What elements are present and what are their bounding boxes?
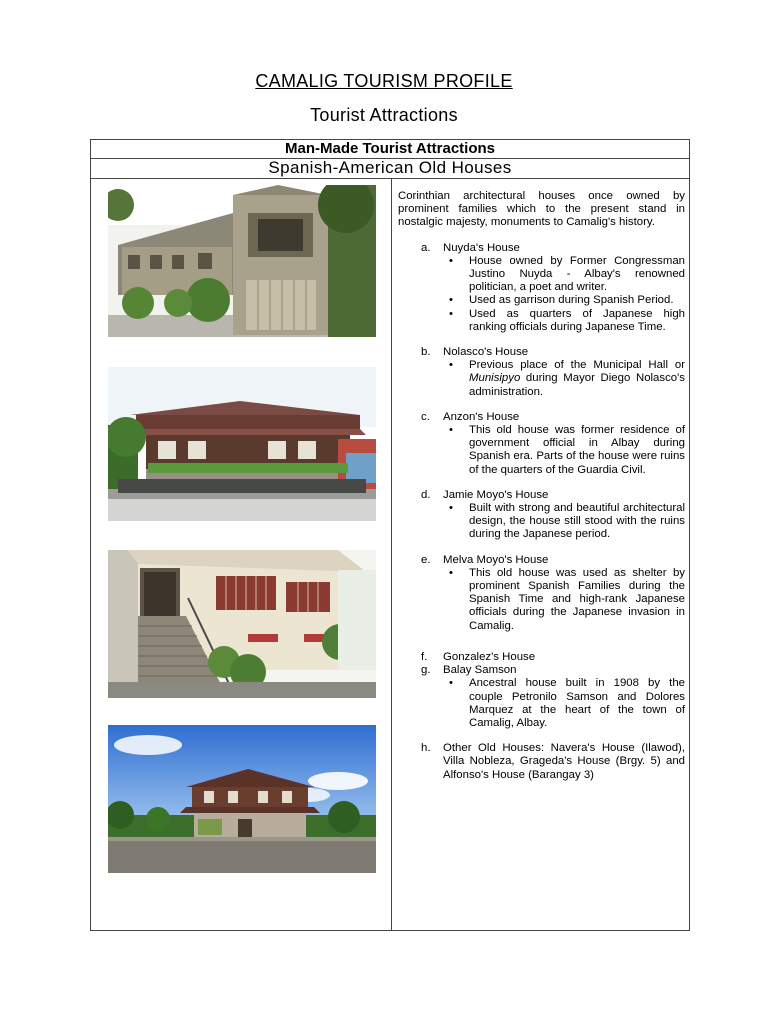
- intro-paragraph: Corinthian architectural houses once owned by prominent families which to the present stand in nostalgic majesty, monuments to Camalig's history.: [398, 190, 685, 229]
- bullet-text-part: during Mayor Diego Nolasco's administration.: [469, 372, 685, 398]
- item-letter: c.: [421, 410, 430, 423]
- bullet-text: • Built with strong and beautiful architectural design, the house still stood with the ruins during the Japanese period.: [443, 502, 685, 542]
- list-item-jamie-moyo: [398, 489, 685, 542]
- bullet-text: [443, 359, 685, 399]
- document-subtitle: Tourist Attractions: [310, 105, 458, 125]
- list-item-other-houses: [398, 742, 685, 782]
- item-letter: d.: [421, 488, 431, 501]
- bullet-text-italic: Munisipyo: [469, 372, 521, 385]
- bullet-text: • Used as garrison during Spanish Period.: [443, 294, 685, 307]
- item-letter: h.: [421, 742, 431, 755]
- list-item-melva-moyo: [398, 554, 685, 633]
- table-subheading: Spanish-American Old Houses: [91, 158, 689, 179]
- list-item-anzon: [398, 411, 685, 477]
- document-title: CAMALIG TOURISM PROFILE: [255, 71, 513, 91]
- photo-nuyda-house: [108, 185, 376, 337]
- item-title: Balay Samson: [443, 664, 517, 677]
- photo-nolasco-house: [108, 367, 376, 521]
- list-item-gonzalez: [398, 651, 685, 664]
- column-divider: [391, 178, 392, 930]
- item-letter: b.: [421, 346, 431, 359]
- bullet-text-part: Previous place of the Municipal Hall or: [469, 359, 685, 372]
- bullet-text: • This old house was used as shelter by prominent Spanish Families during the Spanish Time and high-rank Japanese officials during the Japanese invasion in Camalig.: [443, 567, 685, 633]
- photo-balay-samson: [108, 725, 376, 873]
- item-title: Anzon's House: [443, 410, 520, 423]
- list-item-balay-samson: [398, 664, 685, 730]
- item-letter: e.: [421, 553, 431, 566]
- bullet-text: • Used as quarters of Japanese high ranking officials during Japanese Time.: [443, 308, 685, 334]
- bullet-text: • This old house was former residence of government official in Albay during Spanish era. Parts of the house were ruins of the quarters of the Guardia Civil.: [443, 424, 685, 477]
- item-title: Nuyda's House: [443, 241, 520, 254]
- item-title: Melva Moyo's House: [443, 553, 549, 566]
- item-letter: f.: [421, 650, 428, 663]
- item-title: Nolasco's House: [443, 346, 529, 359]
- item-title: Gonzalez's House: [443, 650, 536, 663]
- item-letter: g.: [421, 664, 431, 677]
- bullet-text: • House owned by Former Congressman Justino Nuyda - Albay's renowned politician, a poet and writer.: [443, 255, 685, 295]
- table-heading: Man-Made Tourist Attractions: [91, 140, 689, 159]
- list-item-nolasco: [398, 346, 685, 399]
- item-title: Jamie Moyo's House: [443, 488, 549, 501]
- list-item-nuyda: [398, 242, 685, 334]
- item-text: Other Old Houses: Navera's House (Ilawod), Villa Nobleza, Grageda's House (Brgy. 5) and Alfonso's House (Barangay 3): [443, 742, 685, 781]
- item-letter: a.: [421, 241, 431, 254]
- photo-anzon-house: [108, 550, 376, 698]
- attractions-table: [90, 139, 690, 931]
- bullet-text: • Ancestral house built in 1908 by the couple Petronilo Samson and Dolores Marquez at the heart of the town of Camalig, Albay.: [443, 677, 685, 730]
- description-column: [398, 190, 685, 794]
